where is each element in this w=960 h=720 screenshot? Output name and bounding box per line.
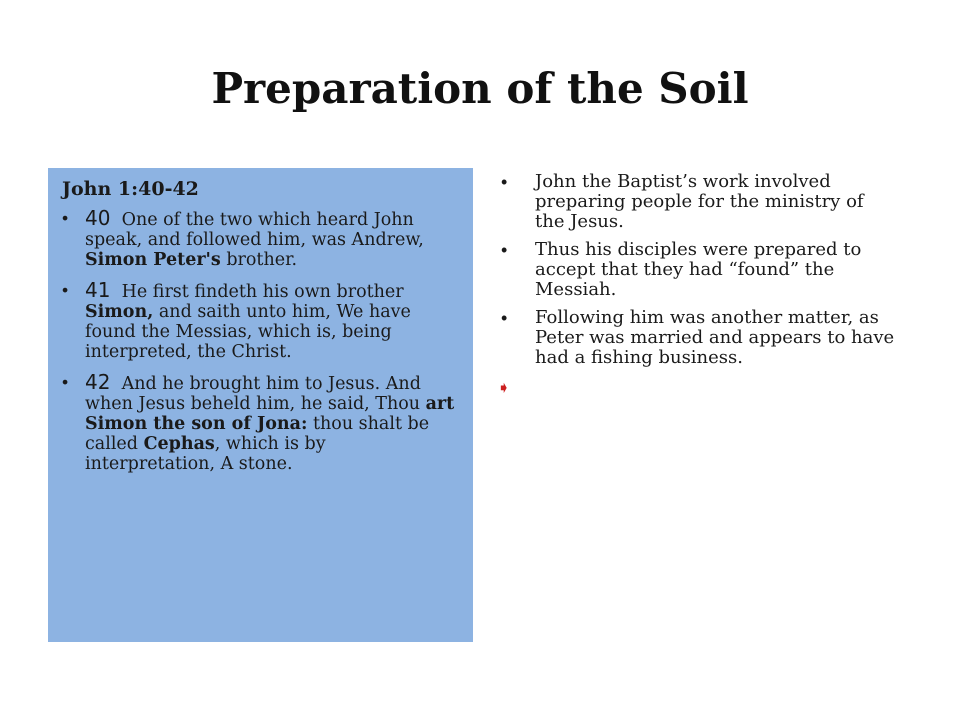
verse-emphasis: Cephas xyxy=(143,434,215,454)
verse-item xyxy=(62,208,457,270)
commentary-text: John the Baptist’s work involved preparing people for the ministry of the Jesus. xyxy=(535,171,864,232)
commentary-item xyxy=(497,172,897,232)
red-arrow-bullet-icon: ➧ xyxy=(497,378,511,397)
commentary-item xyxy=(497,240,897,300)
commentary-text: Thus his disciples were prepared to accept that they had “found” the Messiah. xyxy=(535,239,862,300)
verse-emphasis: Simon Peter's xyxy=(85,250,221,270)
commentary-text: Following him was another matter, as Peter was married and appears to have had a fishing business. xyxy=(535,307,895,368)
scripture-reference: John 1:40-42 xyxy=(62,178,199,200)
verse-text: And he brought him to Jesus. And when Jesus beheld him, he said, Thou xyxy=(85,374,426,414)
verse-number: 40 xyxy=(85,206,111,230)
verse-number: 42 xyxy=(85,370,111,394)
empty-commentary-item xyxy=(497,376,897,396)
verse-text: and saith unto him, We have found the Messias, which is, being interpreted, the Christ. xyxy=(85,302,411,362)
verse-text: He first findeth his own brother xyxy=(121,282,404,302)
verse-text: brother. xyxy=(220,250,298,270)
verse-emphasis: art Simon the son of Jona: xyxy=(85,394,455,434)
bullet-icon: • xyxy=(62,372,69,392)
commentary-panel xyxy=(497,172,897,404)
verse-text: thou shalt be called xyxy=(85,414,430,454)
verse-item xyxy=(62,372,457,474)
verse-item xyxy=(62,280,457,362)
scripture-panel xyxy=(48,168,473,642)
verse-text: , which is by interpretation, A stone. xyxy=(85,434,326,474)
bullet-icon: • xyxy=(501,308,508,328)
bullet-icon: • xyxy=(62,208,69,228)
commentary-list xyxy=(497,172,897,396)
bullet-icon: • xyxy=(501,240,508,260)
bullet-icon: • xyxy=(501,172,508,192)
commentary-item xyxy=(497,308,897,368)
bullet-icon: • xyxy=(62,280,69,300)
verse-number: 41 xyxy=(85,278,111,302)
verse-emphasis: Simon, xyxy=(85,302,154,322)
verse-text: One of the two which heard John speak, and followed him, was Andrew, xyxy=(85,210,424,250)
slide-title: Preparation of the Soil xyxy=(211,64,749,113)
verse-list xyxy=(62,208,457,474)
